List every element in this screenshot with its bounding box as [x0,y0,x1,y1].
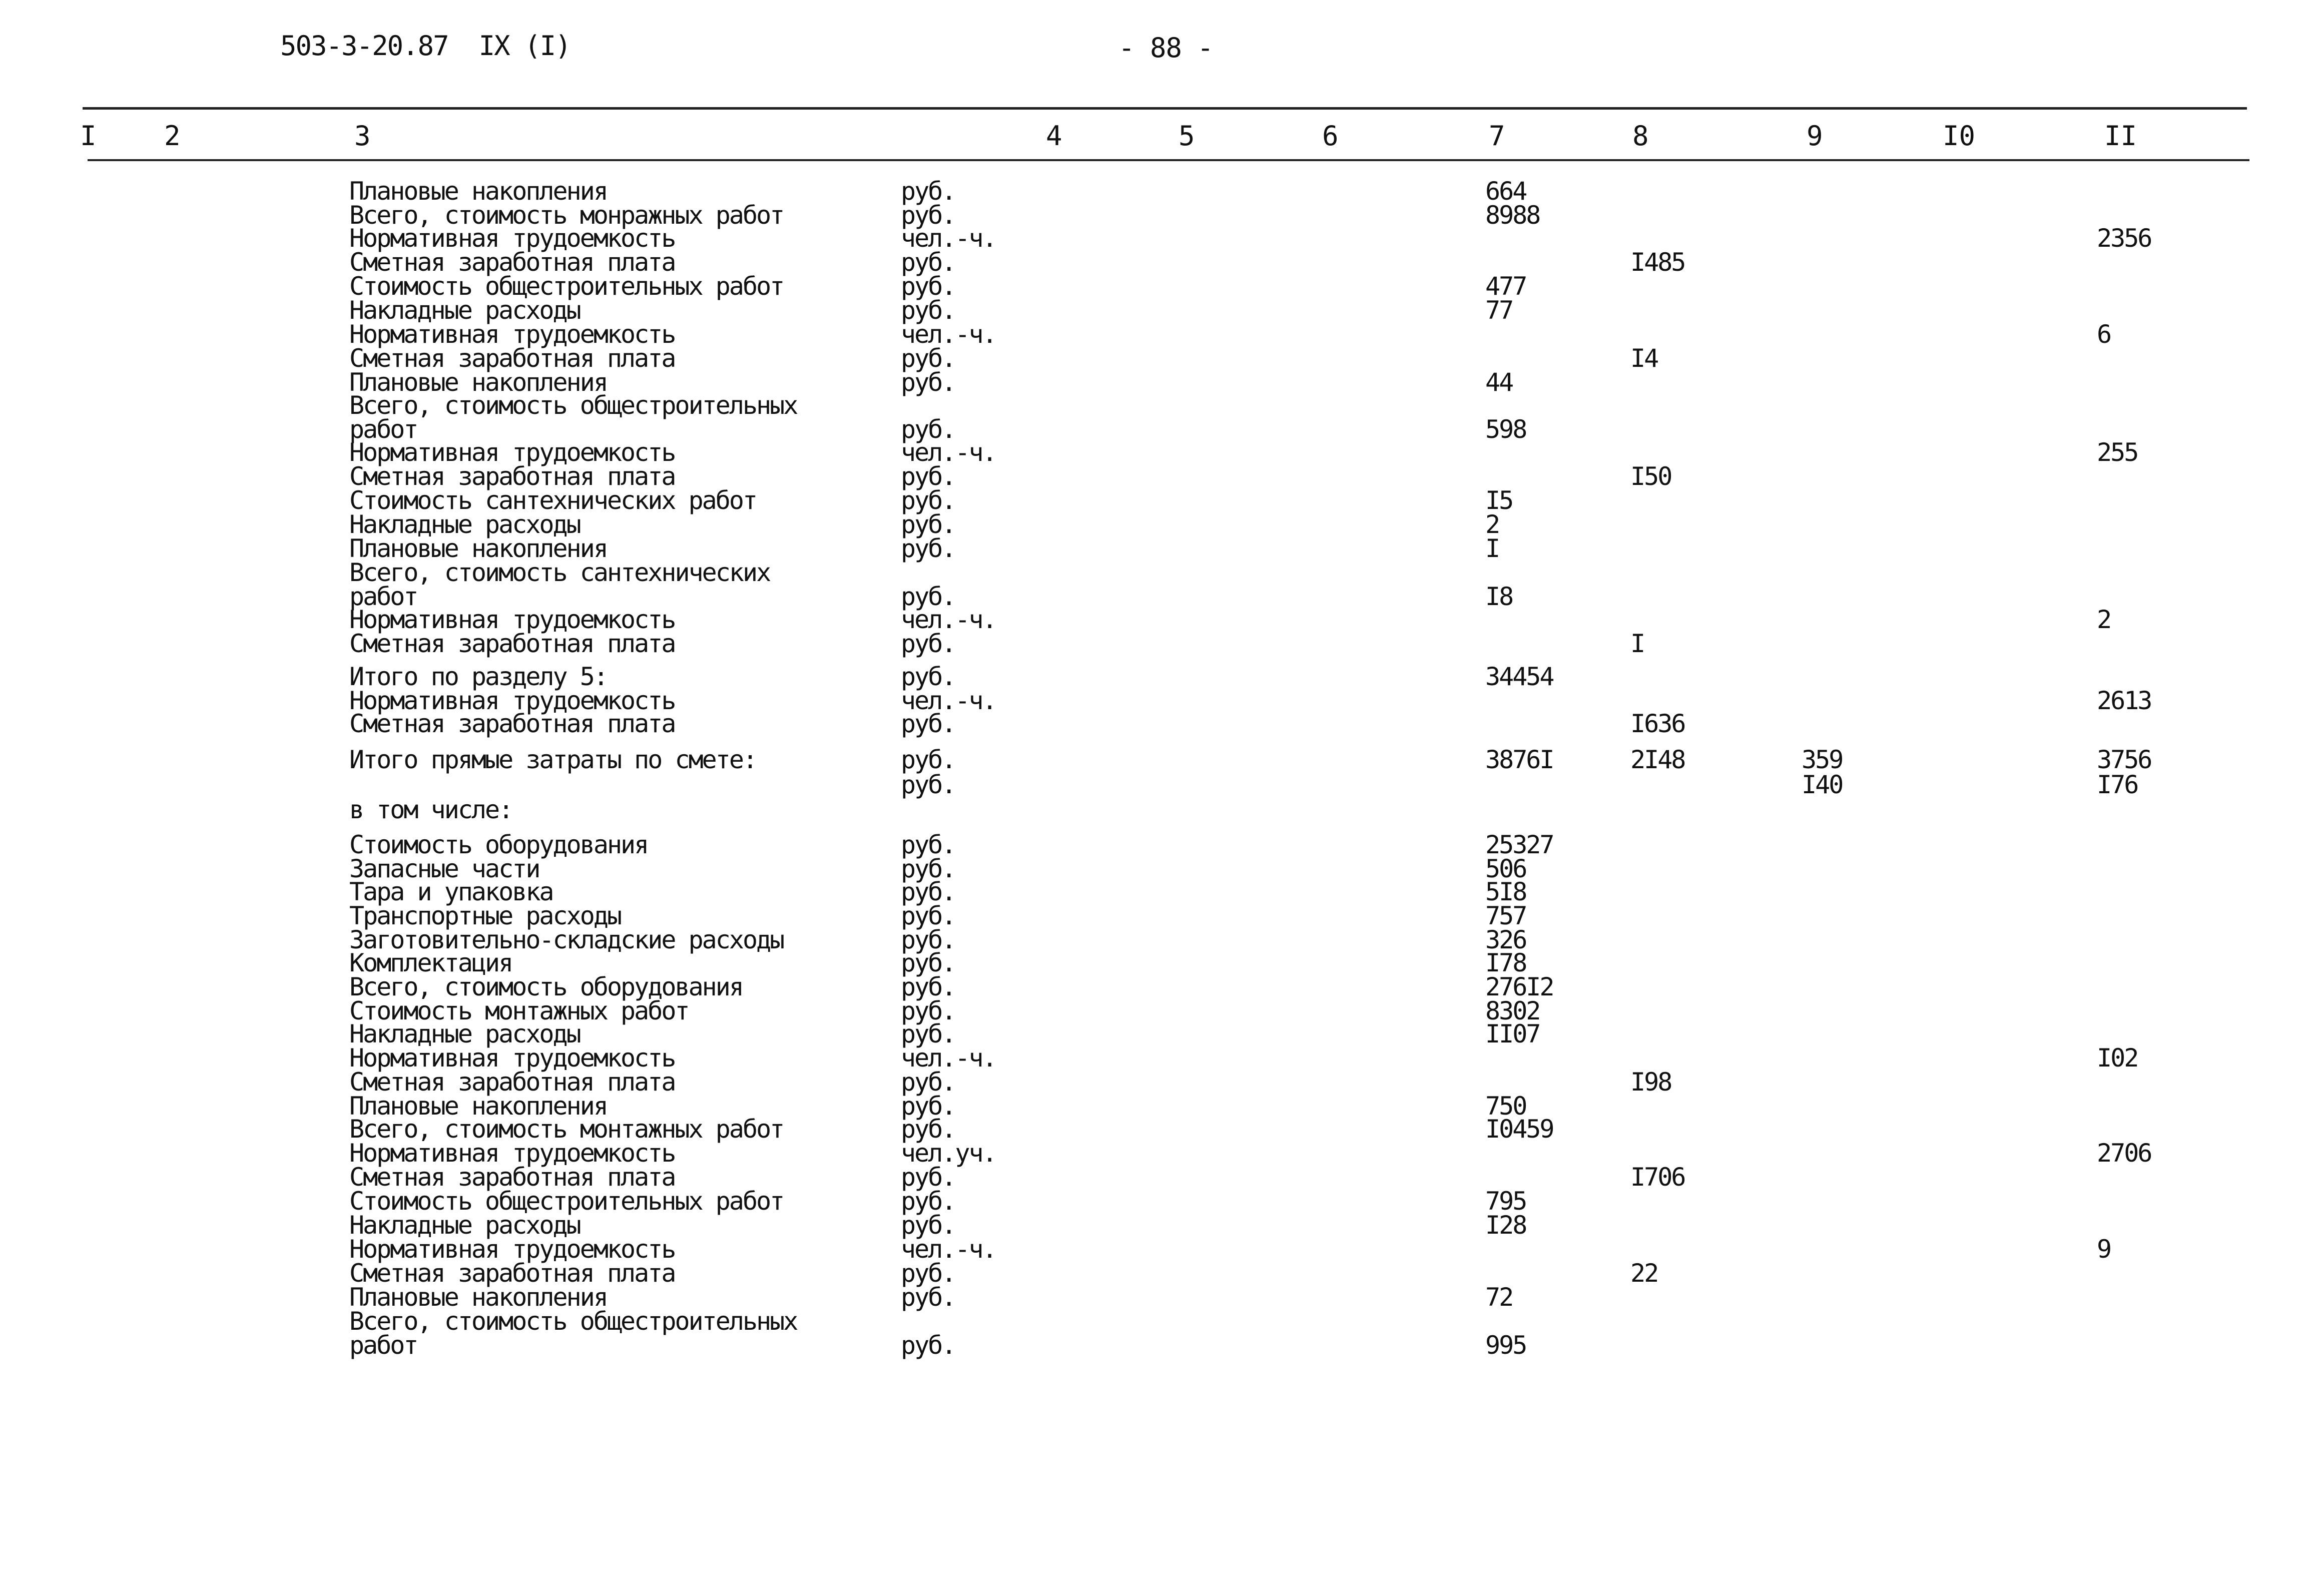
value-col-11: 2613 [2097,686,2151,715]
table-row [0,1259,2305,1288]
value-col-7: I8 [1485,582,1513,611]
value-col-8: I706 [1630,1163,1685,1192]
item-name: Заготовительно-складские расходы [349,925,784,954]
table-row [0,877,2305,906]
item-name: Стоимость общестроительных работ [349,1187,784,1216]
item-name: Всего, стоимость оборудования [349,972,743,1001]
table-row [0,1235,2305,1264]
value-col-11: 2706 [2097,1139,2151,1168]
item-name: Плановые накопления [349,534,607,563]
table-row [0,512,2305,537]
value-col-7: 795 [1485,1187,1526,1216]
value-col-7: I78 [1485,948,1526,977]
item-name: Нормативная трудоемкость [349,1139,675,1168]
table-row [0,1163,2305,1192]
value-col-7: 664 [1485,177,1526,206]
column-header: 5 [1179,120,1195,152]
value-col-7: 8988 [1485,201,1540,230]
item-name: работ [349,1331,417,1360]
table-row [0,272,2305,301]
value-col-8: I636 [1630,709,1685,738]
item-name: Стоимость монтажных работ [349,996,689,1025]
item-name: Всего, стоимость монражных работ [349,201,784,230]
unit-cell: руб. [901,1331,955,1360]
value-col-11: 3756 [2097,745,2151,774]
unit-cell: чел.-ч. [901,320,996,349]
item-name: Нормативная трудоемкость [349,320,675,349]
table-row [0,972,2305,1001]
table-row [0,948,2305,977]
unit-cell: руб. [901,662,955,691]
unit-cell: руб. [901,1019,955,1048]
item-name: Тара и упаковка [349,877,553,906]
value-col-7: I [1485,534,1499,563]
table-row [0,438,2305,467]
item-name: Нормативная трудоемкость [349,1235,675,1264]
unit-cell: чел.-ч. [901,1043,996,1073]
value-col-7: I5 [1485,486,1513,515]
value-col-7: 2 [1485,510,1499,539]
item-name: Запасные части [349,854,539,883]
table-row [0,462,2305,491]
table-row [0,854,2305,883]
value-col-7: 326 [1485,925,1526,954]
value-col-8: 22 [1630,1259,1658,1288]
unit-cell: руб. [901,486,955,515]
item-name: Плановые накопления [349,1283,607,1312]
value-col-8: I [1630,629,1644,658]
item-name: Плановые накопления [349,177,607,206]
table-row [0,1307,2305,1336]
table-row [0,391,2305,420]
column-header: I [80,120,97,152]
table-row [0,795,2305,824]
table-row [0,415,2305,444]
unit-cell: руб. [901,534,955,563]
unit-cell: руб. [901,248,955,277]
table-row [0,1092,2305,1121]
unit-cell: руб. [901,745,955,774]
table-row [0,320,2305,349]
item-name: в том числе: [349,795,512,824]
table-row [0,925,2305,954]
value-col-7: 3876I [1485,745,1553,774]
item-name: Всего, стоимость монтажных работ [349,1115,784,1144]
value-col-7: 44 [1485,368,1513,397]
column-header: 3 [354,120,371,152]
item-name: Сметная заработная плата [349,1259,675,1288]
column-header: 2 [164,120,181,152]
table-row [0,605,2305,634]
table-row [0,901,2305,930]
table-row [0,201,2305,230]
value-col-7: II07 [1485,1019,1540,1048]
table-row [0,486,2305,515]
unit-cell: руб. [901,629,955,658]
table-row [0,368,2305,397]
column-header: I0 [1943,120,1976,152]
table-row [0,1115,2305,1144]
column-header: 8 [1632,120,1649,152]
item-name: Стоимость общестроительных работ [349,272,784,301]
unit-cell: чел.-ч. [901,438,996,467]
column-header: 6 [1322,120,1339,152]
item-name: Стоимость оборудования [349,830,648,859]
unit-cell: руб. [901,177,955,206]
unit-cell: руб. [901,462,955,491]
table-row [0,1187,2305,1216]
item-name: Плановые накопления [349,1092,607,1121]
value-col-7: 77 [1485,296,1513,325]
value-col-8: I50 [1630,462,1671,491]
table-row [0,709,2305,738]
unit-cell: чел.-ч. [901,605,996,634]
unit-cell: руб. [901,272,955,301]
table-row [0,1043,2305,1073]
table-row [0,1283,2305,1312]
unit-cell: чел.-ч. [901,224,996,253]
value-col-7: 276I2 [1485,972,1553,1001]
unit-cell: руб. [901,510,955,539]
table-row [0,686,2305,715]
table-row [0,296,2305,325]
value-col-7: 477 [1485,272,1526,301]
unit-cell: руб. [901,925,955,954]
table-row [0,629,2305,658]
unit-cell: руб. [901,1259,955,1288]
item-name: Накладные расходы [349,1211,580,1240]
column-header: 9 [1807,120,1823,152]
value-col-11: 2356 [2097,224,2151,253]
unit-cell: чел.-ч. [901,686,996,715]
value-col-7: 598 [1485,415,1526,444]
unit-cell: руб. [901,1115,955,1144]
item-name: Нормативная трудоемкость [349,438,675,467]
item-name: Сметная заработная плата [349,629,675,658]
unit-cell: руб. [901,854,955,883]
item-name: Накладные расходы [349,510,580,539]
value-col-7: 25327 [1485,830,1553,859]
value-col-9: 359 [1802,745,1843,774]
item-name: Нормативная трудоемкость [349,1043,675,1073]
table-row [0,830,2305,859]
value-col-7: 750 [1485,1092,1526,1121]
item-name: Сметная заработная плата [349,462,675,491]
value-col-7: 72 [1485,1283,1513,1312]
unit-cell: руб. [901,344,955,373]
unit-cell: руб. [901,1187,955,1216]
unit-cell: руб. [901,1163,955,1192]
value-col-8: I485 [1630,248,1685,277]
item-name: Нормативная трудоемкость [349,686,675,715]
value-col-11: 6 [2097,320,2111,349]
unit-cell: чел.-ч. [901,1235,996,1264]
unit-cell: чел.уч. [901,1139,996,1168]
unit-cell: руб. [901,368,955,397]
item-name: работ [349,415,417,444]
item-name: Накладные расходы [349,296,580,325]
table-row [0,1331,2305,1360]
column-header: 4 [1046,120,1062,152]
item-name: Итого прямые затраты по смете: [349,745,757,774]
column-header: 7 [1489,120,1505,152]
unit-cell: руб. [901,948,955,977]
table-row [0,177,2305,206]
table-row [0,770,2305,799]
page-number: - 88 - [1118,32,1214,64]
unit-cell: руб. [901,877,955,906]
table-row [0,1019,2305,1048]
unit-cell: руб. [901,901,955,930]
value-col-7: 506 [1485,854,1526,883]
unit-cell: руб. [901,1068,955,1097]
item-name: Всего, стоимость сантехнических [349,558,770,587]
column-header: II [2104,120,2137,152]
table-row [0,662,2305,691]
item-name: Комплектация [349,948,512,977]
unit-cell: руб. [901,1211,955,1240]
item-name: Итого по разделу 5: [349,662,607,691]
unit-cell: руб. [901,830,955,859]
unit-cell: руб. [901,296,955,325]
unit-cell: руб. [901,201,955,230]
unit-cell: руб. [901,415,955,444]
item-name: Стоимость сантехнических работ [349,486,757,515]
value-col-11: 255 [2097,438,2138,467]
item-name: работ [349,582,417,611]
value-col-11: 9 [2097,1235,2111,1264]
value-col-7: 34454 [1485,662,1553,691]
value-col-11: 2 [2097,605,2111,634]
table-row [0,1139,2305,1168]
item-name: Нормативная трудоемкость [349,605,675,634]
value-col-7: 8302 [1485,996,1540,1025]
value-col-7: I0459 [1485,1115,1553,1144]
item-name: Сметная заработная плата [349,1068,675,1097]
table-row [0,1211,2305,1240]
item-name: Всего, стоимость общестроительных [349,391,797,420]
table-row [0,248,2305,277]
value-col-11: I02 [2097,1043,2138,1073]
item-name: Сметная заработная плата [349,344,675,373]
document-code: 503-3-20.87 IX (I) [280,30,570,62]
item-name: Сметная заработная плата [349,248,675,277]
unit-cell: руб. [901,972,955,1001]
table-row [0,745,2305,774]
unit-cell: руб. [901,1283,955,1312]
value-col-7: 5I8 [1485,877,1526,906]
table-row [0,534,2305,563]
unit-cell: руб. [901,709,955,738]
item-name: Сметная заработная плата [349,1163,675,1192]
value-col-8: I98 [1630,1068,1671,1097]
unit-cell: руб. [901,1092,955,1121]
value-col-11: I76 [2097,770,2138,799]
item-name: Нормативная трудоемкость [349,224,675,253]
value-col-8: 2I48 [1630,745,1685,774]
table-row [0,344,2305,373]
table-row [0,996,2305,1025]
value-col-7: 757 [1485,901,1526,930]
item-name: Накладные расходы [349,1019,580,1048]
value-col-7: 995 [1485,1331,1526,1360]
value-col-7: I28 [1485,1211,1526,1240]
item-name: Сметная заработная плата [349,709,675,738]
table-row [0,224,2305,253]
item-name: Плановые накопления [349,368,607,397]
table-row [0,582,2305,611]
unit-cell: руб. [901,770,955,799]
table-row [0,1068,2305,1097]
value-col-8: I4 [1630,344,1658,373]
table-row [0,558,2305,587]
unit-cell: руб. [901,996,955,1025]
item-name: Всего, стоимость общестроительных [349,1307,797,1336]
item-name: Транспортные расходы [349,901,621,930]
value-col-9: I40 [1802,770,1843,799]
unit-cell: руб. [901,582,955,611]
